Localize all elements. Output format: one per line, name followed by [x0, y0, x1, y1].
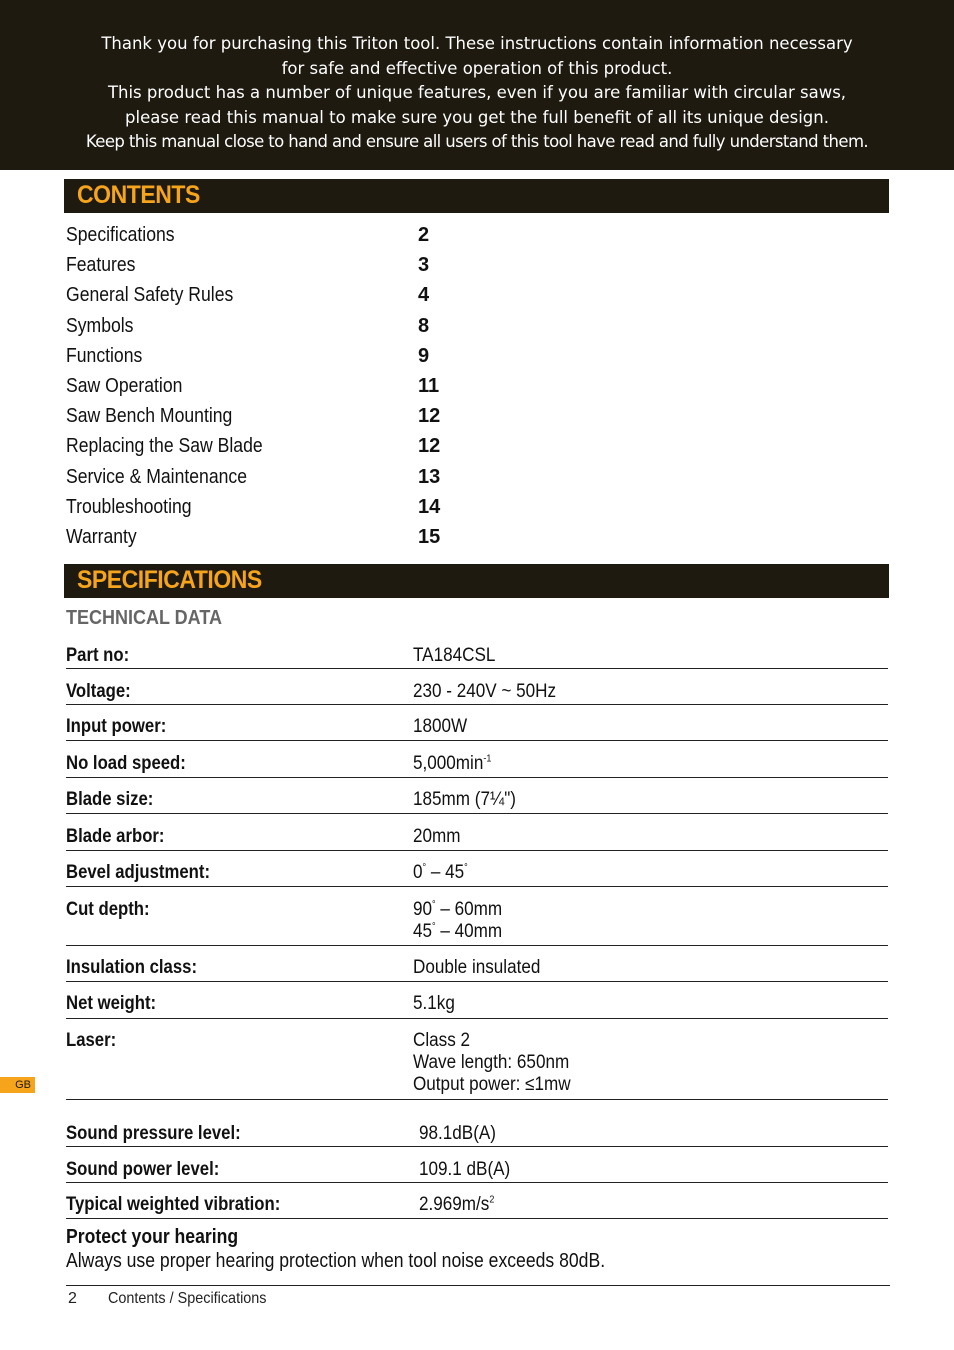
- toc-page: 9: [418, 344, 430, 367]
- spec-row-part-no: [66, 640, 888, 669]
- toc-title: Troubleshooting: [66, 495, 192, 518]
- spec-label: Blade arbor:: [66, 826, 165, 847]
- cut-depth-90: – 60mm: [435, 899, 503, 920]
- spec-row-bevel-adjustment: [66, 851, 888, 887]
- spec-value: [413, 1030, 571, 1096]
- cut-depth-line-1: [413, 899, 502, 921]
- toc-page: 3: [418, 254, 430, 277]
- intro-line-4: please read this manual to make sure you get the full benefit of all its unique design.: [125, 107, 829, 127]
- degree-symbol: °: [432, 921, 436, 933]
- intro-line-5: Keep this manual close to hand and ensure all users of this tool have read and fully understand them.: [85, 132, 869, 151]
- spec-row-insulation-class: [66, 946, 888, 982]
- sound-table: [66, 1118, 888, 1219]
- spec-row-input-power: [66, 705, 888, 741]
- toc-page: 12: [418, 435, 441, 458]
- intro-line-3: This product has a number of unique features, even if you are familiar with circular saws,: [107, 83, 847, 102]
- spec-row-voltage: [66, 669, 888, 705]
- toc-title: Saw Bench Mounting: [66, 405, 233, 428]
- footer-section-title: Contents / Specifications: [108, 1290, 267, 1307]
- speed-value: 5,000min: [413, 753, 484, 774]
- toc-page: 13: [418, 465, 441, 488]
- spec-value: [413, 899, 502, 943]
- spec-label: Input power:: [66, 716, 167, 737]
- spec-label: Sound power level:: [66, 1159, 220, 1180]
- contents-heading-bar: [64, 179, 889, 213]
- page-number: 2: [68, 1290, 77, 1307]
- degree-symbol: °: [422, 862, 427, 874]
- toc-page: 15: [418, 525, 441, 548]
- spec-label: Net weight:: [66, 993, 157, 1014]
- spec-value: 98.1dB(A): [419, 1123, 496, 1144]
- toc-title: Symbols: [66, 314, 134, 337]
- spec-value: 5.1kg: [413, 993, 455, 1014]
- toc-title: General Safety Rules: [66, 284, 234, 307]
- technical-data-heading: TECHNICAL DATA: [66, 607, 222, 629]
- degree-symbol: °: [432, 899, 436, 911]
- toc-page: 14: [418, 495, 441, 518]
- toc-page: 8: [418, 314, 430, 337]
- spec-value: TA184CSL: [413, 645, 496, 666]
- toc-page: 11: [418, 374, 440, 397]
- hearing-protection-note: [66, 1225, 890, 1286]
- language-tab: [0, 1077, 35, 1093]
- speed-exponent: -1: [483, 753, 492, 765]
- spec-value: [419, 1194, 494, 1216]
- bevel-min: 0: [413, 862, 423, 883]
- spec-value: 1800W: [413, 716, 468, 737]
- language-tab-label: GB: [15, 1079, 31, 1091]
- toc-title: Features: [66, 254, 136, 277]
- toc-title: Saw Operation: [66, 374, 183, 397]
- bevel-max: – 45: [426, 862, 465, 883]
- spec-value: 185mm (7¼"): [413, 789, 517, 810]
- specifications-heading: SPECIFICATIONS: [77, 566, 262, 594]
- spec-value: Double insulated: [413, 957, 541, 978]
- spec-value: 230 - 240V ~ 50Hz: [413, 681, 557, 702]
- spec-row-laser: [66, 1019, 888, 1100]
- cut-angle-45: 45: [413, 921, 433, 942]
- toc-page: 2: [418, 224, 430, 246]
- intro-line-2: for safe and effective operation of this product.: [281, 58, 673, 78]
- spec-label: Cut depth:: [66, 899, 150, 920]
- spec-row-no-load-speed: [66, 741, 888, 778]
- toc-title: Functions: [66, 344, 143, 367]
- cut-depth-line-2: [413, 921, 502, 943]
- spec-label: Typical weighted vibration:: [66, 1194, 281, 1215]
- spec-label: Part no:: [66, 645, 130, 666]
- spec-value: [413, 753, 491, 775]
- spec-row-blade-size: [66, 778, 888, 814]
- spec-label: No load speed:: [66, 753, 186, 774]
- spec-table: [66, 640, 888, 1100]
- spec-label: Sound pressure level:: [66, 1123, 241, 1144]
- spec-value: [413, 862, 468, 884]
- toc-title: Specifications: [66, 224, 175, 246]
- spec-row-net-weight: [66, 982, 888, 1019]
- spec-label: Laser:: [66, 1030, 117, 1051]
- laser-output-power: Output power: ≤1mw: [413, 1074, 571, 1095]
- toc-page: 4: [418, 284, 430, 307]
- spec-row-vibration: [66, 1183, 888, 1219]
- degree-symbol: °: [464, 862, 468, 874]
- spec-label: Insulation class:: [66, 957, 198, 978]
- spec-row-sound-pressure: [66, 1118, 888, 1147]
- cut-depth-45: – 40mm: [435, 921, 503, 942]
- toc-title: Replacing the Saw Blade: [66, 435, 263, 458]
- toc-page: 12: [418, 405, 441, 428]
- toc-title: Warranty: [66, 525, 137, 548]
- spec-row-cut-depth: [66, 887, 888, 946]
- toc-title: Service & Maintenance: [66, 465, 247, 488]
- spec-label: Bevel adjustment:: [66, 862, 211, 883]
- specifications-heading-bar: [64, 564, 889, 598]
- intro-line-1: Thank you for purchasing this Triton tool. These instructions contain information necessary: [101, 34, 853, 53]
- spec-row-sound-power: [66, 1147, 888, 1183]
- spec-label: Blade size:: [66, 789, 154, 810]
- hearing-protection-heading: Protect your hearing: [66, 1226, 239, 1248]
- spec-value: 20mm: [413, 826, 461, 847]
- spec-row-blade-arbor: [66, 814, 888, 851]
- cut-angle-90: 90: [413, 899, 433, 920]
- spec-value: 109.1 dB(A): [419, 1159, 511, 1180]
- laser-wavelength: Wave length: 650nm: [413, 1052, 570, 1073]
- laser-class: Class 2: [413, 1030, 471, 1051]
- contents-heading: CONTENTS: [77, 181, 200, 209]
- spec-label: Voltage:: [66, 681, 131, 702]
- vibration-value: 2.969m/s: [419, 1194, 490, 1215]
- intro-banner: [0, 0, 954, 170]
- hearing-protection-text: Always use proper hearing protection when tool noise exceeds 80dB.: [66, 1250, 606, 1272]
- vibration-exponent: 2: [489, 1194, 495, 1206]
